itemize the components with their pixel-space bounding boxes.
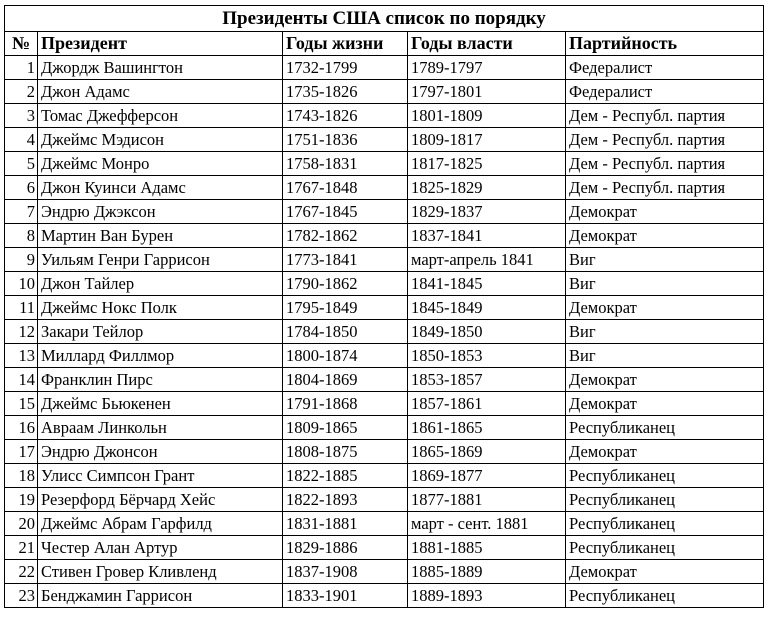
num-cell: 21 [5,536,38,560]
num-cell: 7 [5,200,38,224]
rule-years-cell: март-апрель 1841 [408,248,566,272]
life-years-cell: 1800-1874 [283,344,408,368]
table-row [5,488,764,512]
party-cell: Демократ [566,560,764,584]
num-cell: 23 [5,584,38,608]
life-years-cell: 1743-1826 [283,104,408,128]
table-row [5,128,764,152]
president-name-cell: Эндрю Джэксон [38,200,283,224]
num-cell: 18 [5,464,38,488]
rule-years-cell: 1857-1861 [408,392,566,416]
table-row [5,176,764,200]
life-years-cell: 1735-1826 [283,80,408,104]
rule-years-cell: 1849-1850 [408,320,566,344]
life-years-cell: 1829-1886 [283,536,408,560]
president-name-cell: Стивен Гровер Кливленд [38,560,283,584]
table-row [5,536,764,560]
num-cell: 9 [5,248,38,272]
table-row [5,80,764,104]
header-life-years: Годы жизни [283,32,408,56]
table-row [5,56,764,80]
table-row [5,152,764,176]
president-name-cell: Уильям Генри Гаррисон [38,248,283,272]
table-row [5,296,764,320]
life-years-cell: 1833-1901 [283,584,408,608]
life-years-cell: 1831-1881 [283,512,408,536]
party-cell: Дем - Республ. партия [566,128,764,152]
president-name-cell: Эндрю Джонсон [38,440,283,464]
rule-years-cell: 1889-1893 [408,584,566,608]
table-row [5,512,764,536]
party-cell: Дем - Республ. партия [566,176,764,200]
life-years-cell: 1822-1885 [283,464,408,488]
header-rule-years: Годы власти [408,32,566,56]
president-name-cell: Мартин Ван Бурен [38,224,283,248]
life-years-cell: 1784-1850 [283,320,408,344]
president-name-cell: Джон Адамс [38,80,283,104]
life-years-cell: 1808-1875 [283,440,408,464]
num-cell: 10 [5,272,38,296]
table-row [5,224,764,248]
num-cell: 2 [5,80,38,104]
rule-years-cell: 1853-1857 [408,368,566,392]
num-cell: 19 [5,488,38,512]
president-name-cell: Честер Алан Артур [38,536,283,560]
num-cell: 13 [5,344,38,368]
header-row [5,32,764,56]
president-name-cell: Закари Тейлор [38,320,283,344]
num-cell: 20 [5,512,38,536]
num-cell: 8 [5,224,38,248]
life-years-cell: 1837-1908 [283,560,408,584]
rule-years-cell: 1809-1817 [408,128,566,152]
rule-years-cell: 1841-1845 [408,272,566,296]
table-row [5,248,764,272]
num-cell: 5 [5,152,38,176]
party-cell: Республиканец [566,536,764,560]
table-row [5,560,764,584]
party-cell: Демократ [566,392,764,416]
party-cell: Федералист [566,56,764,80]
num-cell: 11 [5,296,38,320]
party-cell: Республиканец [566,584,764,608]
party-cell: Виг [566,344,764,368]
num-cell: 6 [5,176,38,200]
president-name-cell: Джеймс Монро [38,152,283,176]
rule-years-cell: 1850-1853 [408,344,566,368]
rule-years-cell: 1801-1809 [408,104,566,128]
rule-years-cell: 1885-1889 [408,560,566,584]
life-years-cell: 1791-1868 [283,392,408,416]
life-years-cell: 1809-1865 [283,416,408,440]
president-name-cell: Джон Куинси Адамс [38,176,283,200]
party-cell: Демократ [566,224,764,248]
party-cell: Республиканец [566,464,764,488]
party-cell: Демократ [566,200,764,224]
rule-years-cell: 1865-1869 [408,440,566,464]
life-years-cell: 1790-1862 [283,272,408,296]
table-row [5,272,764,296]
table-title: Президенты США список по порядку [5,6,764,32]
rule-years-cell: 1817-1825 [408,152,566,176]
presidents-table [4,5,764,608]
table-row [5,200,764,224]
party-cell: Федералист [566,80,764,104]
rule-years-cell: 1789-1797 [408,56,566,80]
life-years-cell: 1732-1799 [283,56,408,80]
rule-years-cell: 1881-1885 [408,536,566,560]
rule-years-cell: март - сент. 1881 [408,512,566,536]
num-cell: 16 [5,416,38,440]
table-row [5,344,764,368]
num-cell: 15 [5,392,38,416]
rule-years-cell: 1829-1837 [408,200,566,224]
rule-years-cell: 1861-1865 [408,416,566,440]
president-name-cell: Улисс Симпсон Грант [38,464,283,488]
table-row [5,584,764,608]
party-cell: Дем - Республ. партия [566,152,764,176]
life-years-cell: 1782-1862 [283,224,408,248]
table-row [5,464,764,488]
president-name-cell: Авраам Линкольн [38,416,283,440]
header-num: № [5,32,38,56]
num-cell: 3 [5,104,38,128]
rule-years-cell: 1845-1849 [408,296,566,320]
president-name-cell: Томас Джефферсон [38,104,283,128]
num-cell: 1 [5,56,38,80]
life-years-cell: 1767-1848 [283,176,408,200]
party-cell: Дем - Республ. партия [566,104,764,128]
table-row [5,392,764,416]
rule-years-cell: 1837-1841 [408,224,566,248]
president-name-cell: Миллард Филлмор [38,344,283,368]
life-years-cell: 1822-1893 [283,488,408,512]
party-cell: Демократ [566,368,764,392]
num-cell: 14 [5,368,38,392]
life-years-cell: 1758-1831 [283,152,408,176]
party-cell: Демократ [566,296,764,320]
party-cell: Виг [566,272,764,296]
rule-years-cell: 1877-1881 [408,488,566,512]
party-cell: Демократ [566,440,764,464]
table-row [5,416,764,440]
party-cell: Республиканец [566,488,764,512]
president-name-cell: Франклин Пирс [38,368,283,392]
rule-years-cell: 1825-1829 [408,176,566,200]
president-name-cell: Джон Тайлер [38,272,283,296]
president-name-cell: Джеймс Нокс Полк [38,296,283,320]
president-name-cell: Джордж Вашингтон [38,56,283,80]
table-row [5,320,764,344]
party-cell: Виг [566,248,764,272]
party-cell: Республиканец [566,416,764,440]
table-row [5,368,764,392]
life-years-cell: 1804-1869 [283,368,408,392]
rule-years-cell: 1797-1801 [408,80,566,104]
president-name-cell: Джеймс Мэдисон [38,128,283,152]
rule-years-cell: 1869-1877 [408,464,566,488]
life-years-cell: 1767-1845 [283,200,408,224]
life-years-cell: 1795-1849 [283,296,408,320]
num-cell: 22 [5,560,38,584]
president-name-cell: Резерфорд Бёрчард Хейс [38,488,283,512]
header-president: Президент [38,32,283,56]
life-years-cell: 1773-1841 [283,248,408,272]
president-name-cell: Джеймс Абрам Гарфилд [38,512,283,536]
num-cell: 12 [5,320,38,344]
header-party: Партийность [566,32,764,56]
party-cell: Республиканец [566,512,764,536]
president-name-cell: Бенджамин Гаррисон [38,584,283,608]
title-row [5,6,764,32]
party-cell: Виг [566,320,764,344]
life-years-cell: 1751-1836 [283,128,408,152]
num-cell: 17 [5,440,38,464]
table-row [5,104,764,128]
table-row [5,440,764,464]
president-name-cell: Джеймс Бьюкенен [38,392,283,416]
num-cell: 4 [5,128,38,152]
